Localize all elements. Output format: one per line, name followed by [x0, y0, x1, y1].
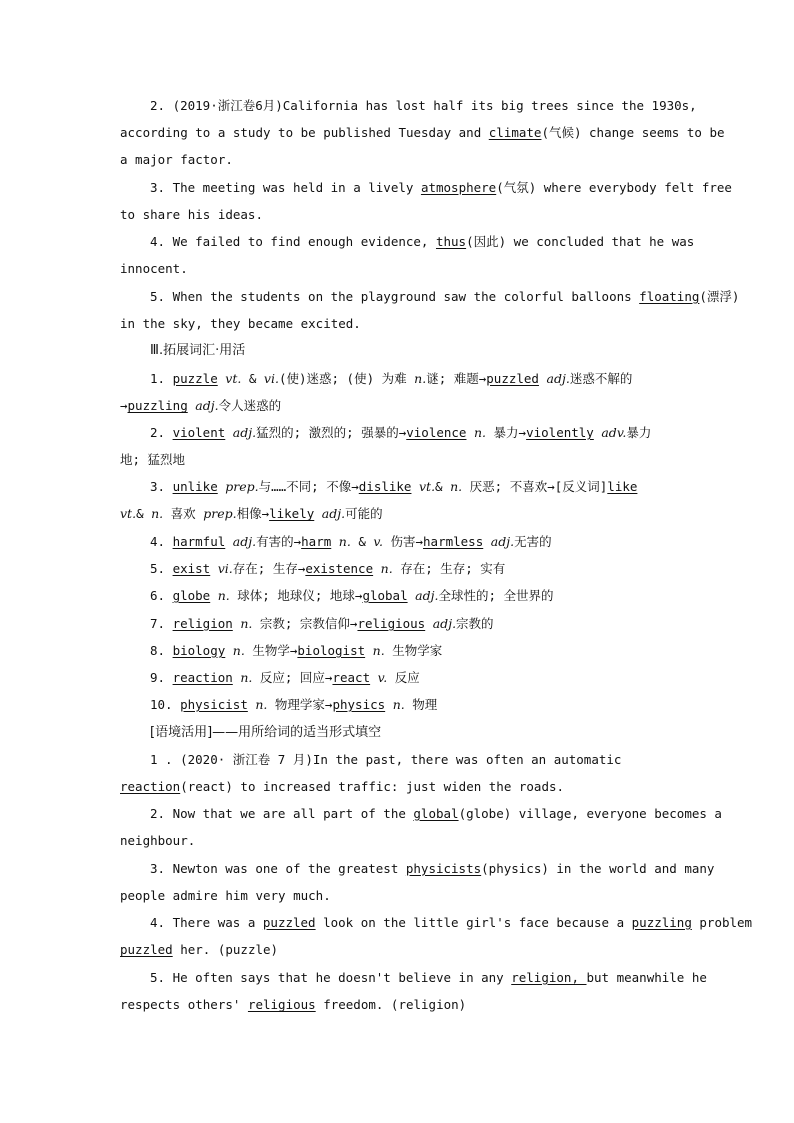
exercise-item: [120, 855, 715, 909]
part-of-speech: adj.: [195, 398, 219, 414]
exercise-item: [120, 691, 676, 718]
answer-word: religion,: [511, 970, 587, 985]
text-run: 物理学家→: [267, 697, 333, 712]
text-run: 10.: [150, 697, 181, 712]
text-run: [365, 643, 373, 658]
answer-word: atmosphere: [420, 180, 497, 195]
exercise-item: [120, 610, 676, 637]
text-line: [120, 174, 732, 201]
text-run: 3.: [150, 479, 173, 494]
text-run: respects others': [120, 997, 248, 1013]
part-of-speech: adj.: [415, 588, 439, 603]
exercise-item: [120, 473, 676, 527]
answer-word: religious: [247, 997, 316, 1013]
part-of-speech: adj.: [490, 534, 515, 549]
text-run: 1 . (2020· 浙江卷 7 月)In the past, there was often an automatic: [150, 752, 622, 767]
exercise-item: [120, 746, 676, 800]
text-line: [120, 92, 697, 119]
text-line: [120, 773, 676, 800]
answer-word: violent: [172, 425, 226, 440]
text-run: 物理: [404, 697, 438, 712]
answer-word: harmful: [172, 534, 226, 549]
part-of-speech: n.: [151, 506, 164, 522]
part-of-speech: prep.: [225, 479, 259, 494]
text-run: [210, 588, 218, 603]
text-run: her. (puzzle): [172, 942, 279, 958]
part-of-speech: vt.: [120, 506, 137, 522]
text-run: →: [120, 398, 128, 414]
part-of-speech: n.: [474, 425, 487, 440]
answer-word: harmless: [423, 534, 484, 549]
answer-word: puzzled: [120, 942, 173, 958]
text-run: &: [350, 534, 374, 549]
text-line: [120, 255, 676, 282]
text-run: 2. (2019·浙江卷6月)California has lost half its big trees since the 1930s,: [150, 98, 697, 113]
text-run: 伤害→: [382, 534, 424, 549]
text-run: 存在; 生存→: [232, 561, 306, 576]
text-run: neighbour.: [120, 833, 196, 849]
text-run: 有害的→: [256, 534, 302, 549]
text-run: 喜欢: [163, 506, 204, 522]
text-run: innocent.: [120, 261, 188, 277]
exercise-item: [120, 964, 707, 1018]
text-line: [120, 365, 676, 392]
part-of-speech: n.: [232, 643, 245, 658]
text-line: [120, 473, 676, 500]
answer-word: violence: [406, 425, 467, 440]
part-of-speech: v.: [377, 670, 388, 685]
answer-word: dislike: [358, 479, 412, 494]
text-run: [331, 534, 339, 549]
part-of-speech: v.: [373, 534, 383, 549]
answer-word: puzzled: [486, 371, 539, 386]
text-line: [120, 555, 676, 582]
text-run: [411, 479, 419, 494]
text-run: (气候) change seems to be: [541, 125, 725, 141]
text-line: [120, 909, 753, 936]
part-of-speech: n.: [450, 479, 463, 494]
part-of-speech: vi.: [217, 561, 233, 576]
part-of-speech: prep.: [203, 506, 237, 522]
text-run: according to a study to be published Tuesday and: [120, 125, 489, 141]
text-run: (physics) in the world and many: [481, 861, 715, 876]
answer-word: biology: [172, 643, 226, 658]
text-run: 生物学→: [244, 643, 298, 658]
text-line: [120, 119, 725, 146]
part-of-speech: adj.: [546, 371, 570, 386]
text-run: &: [136, 506, 152, 522]
answer-word: harm: [301, 534, 332, 549]
answer-word: religious: [357, 616, 426, 631]
text-line: [120, 500, 676, 527]
part-of-speech: adj.: [232, 425, 257, 440]
text-line: [120, 146, 676, 173]
text-run: but meanwhile he: [586, 970, 707, 985]
text-run: 4.: [150, 534, 173, 549]
part-of-speech: vi.: [263, 371, 279, 386]
part-of-speech: adv.: [601, 425, 627, 440]
answer-word: like: [607, 479, 638, 494]
text-line: [120, 936, 676, 963]
text-run: to share his ideas.: [120, 207, 263, 223]
text-run: [373, 561, 381, 576]
exercise-item: [120, 582, 676, 609]
answer-word: unlike: [172, 479, 218, 494]
answer-word: global: [413, 806, 459, 821]
exercise-item: [120, 664, 676, 691]
text-run: 4. We failed to find enough evidence,: [150, 234, 436, 249]
text-run: 地; 猛烈地: [120, 452, 186, 468]
context-heading: [语境活用]——用所给词的适当形式填空: [150, 725, 382, 740]
part-of-speech: n.: [217, 588, 230, 603]
text-run: (因此) we concluded that he was: [466, 234, 695, 249]
part-of-speech: vt.: [418, 479, 436, 494]
text-line: [120, 446, 676, 473]
text-run: [466, 425, 474, 440]
answer-word: puzzled: [262, 915, 316, 930]
text-run: &: [435, 479, 451, 494]
answer-word: thus: [435, 234, 467, 249]
exercise-item: [120, 637, 676, 664]
part-of-speech: n.: [392, 697, 405, 712]
text-line: [120, 882, 676, 909]
text-line: [120, 664, 676, 691]
exercise-item: [120, 419, 676, 473]
text-line: [120, 283, 740, 310]
answer-word: puzzling: [127, 398, 188, 414]
text-run: 暴力: [626, 425, 652, 440]
text-run: 2.: [150, 425, 173, 440]
text-run: in the sky, they became excited.: [120, 316, 361, 332]
exercise-item: [120, 283, 740, 337]
text-line: [120, 855, 715, 882]
text-run: 3. Newton was one of the greatest: [150, 861, 406, 876]
answer-word: likely: [269, 506, 315, 522]
text-run: 4. There was a: [150, 915, 263, 930]
text-run: &: [241, 371, 264, 386]
answer-word: physics: [332, 697, 386, 712]
text-run: 全球性的; 全世界的: [438, 588, 554, 603]
answer-word: physicist: [180, 697, 248, 712]
part-of-speech: n.: [240, 670, 253, 685]
text-line: [120, 610, 676, 637]
answer-word: reaction: [172, 670, 233, 685]
part-of-speech: n.: [255, 697, 268, 712]
text-run: (漂浮): [699, 289, 740, 304]
text-line: [120, 582, 676, 609]
exercise-item: [120, 528, 676, 555]
text-run: a major factor.: [120, 152, 233, 168]
answer-word: global: [362, 588, 408, 603]
text-line: [120, 228, 695, 255]
answer-word: globe: [172, 588, 211, 603]
text-run: (气氛) where everybody felt free: [496, 180, 732, 195]
section-heading: Ⅲ.拓展词汇·用活: [150, 343, 246, 358]
part-of-speech: n.: [240, 616, 253, 631]
text-run: [370, 670, 378, 685]
answer-word: react: [332, 670, 371, 685]
text-run: [225, 534, 233, 549]
text-run: 谜; 难题→: [426, 371, 487, 386]
part-of-speech: adj.: [321, 506, 346, 522]
text-run: 5. He often says that he doesn't believe in any: [150, 970, 512, 985]
text-run: 暴力→: [486, 425, 527, 440]
text-run: [483, 534, 491, 549]
text-run: 反应; 回应→: [252, 670, 333, 685]
text-run: 令人迷惑的: [218, 398, 282, 414]
exercise-item: [120, 228, 695, 282]
exercise-item: [120, 92, 725, 174]
part-of-speech: adj.: [232, 534, 257, 549]
text-run: [314, 506, 322, 521]
text-run: 无害的: [514, 534, 552, 549]
answer-word: biologist: [297, 643, 366, 658]
text-run: 反应: [387, 670, 420, 685]
text-run: 9.: [150, 670, 173, 685]
text-run: 猛烈的; 激烈的; 强暴的→: [256, 425, 407, 440]
answer-word: violently: [526, 425, 594, 440]
part-of-speech: n.: [338, 534, 351, 549]
text-run: 厌恶; 不喜欢→[反义词]: [462, 479, 608, 494]
text-run: people admire him very much.: [120, 888, 331, 904]
text-line: [120, 964, 707, 991]
text-line: [120, 419, 676, 446]
text-run: 迷惑不解的: [569, 371, 633, 386]
text-line: [120, 310, 676, 337]
text-run: 相像→: [236, 506, 270, 522]
text-run: (globe) village, everyone becomes a: [458, 806, 722, 821]
text-line: [120, 991, 676, 1018]
text-run: 球体; 地球仪; 地球→: [229, 588, 363, 603]
text-run: [225, 643, 233, 658]
text-line: [120, 637, 676, 664]
exercise-item: [120, 800, 722, 854]
answer-word: puzzling: [631, 915, 692, 930]
text-line: [120, 691, 676, 718]
text-run: 与……不同; 不像→: [258, 479, 359, 494]
part-of-speech: n.: [372, 643, 385, 658]
text-run: [385, 697, 393, 712]
text-line: [120, 201, 676, 228]
text-run: 宗教的: [456, 616, 494, 631]
text-run: 2. Now that we are all part of the: [150, 806, 414, 821]
text-run: [225, 425, 233, 440]
answer-word: floating: [639, 289, 700, 304]
text-run: 存在; 生存; 实有: [392, 561, 506, 576]
text-run: 8.: [150, 643, 173, 658]
answer-word: exist: [172, 561, 211, 576]
exercise-item: [120, 174, 732, 228]
answer-word: physicists: [405, 861, 482, 876]
exercise-item: [120, 555, 676, 582]
answer-word: puzzle: [172, 371, 218, 386]
answer-word: existence: [305, 561, 374, 576]
text-run: (使)迷惑; (使) 为难: [278, 371, 415, 386]
text-line: [120, 392, 676, 419]
part-of-speech: vt.: [225, 371, 242, 386]
text-run: 生物学家: [384, 643, 443, 658]
text-run: [210, 561, 218, 576]
text-line: [120, 746, 676, 773]
text-run: 6.: [150, 588, 173, 603]
text-run: 5.: [150, 561, 173, 576]
text-run: 5. When the students on the playground saw the colorful balloons: [150, 289, 640, 304]
text-run: [408, 588, 416, 603]
text-run: (react) to increased traffic: just widen the roads.: [180, 779, 565, 795]
text-run: [539, 371, 547, 386]
text-line: [120, 528, 676, 555]
answer-word: climate: [488, 125, 542, 141]
text-run: 3. The meeting was held in a lively: [150, 180, 421, 195]
answer-word: religion: [172, 616, 233, 631]
part-of-speech: n.: [380, 561, 393, 576]
part-of-speech: adj.: [432, 616, 457, 631]
text-line: [120, 827, 676, 854]
answer-word: reaction: [120, 779, 181, 795]
text-run: 7.: [150, 616, 173, 631]
part-of-speech: n.: [414, 371, 427, 386]
exercise-item: [120, 909, 753, 963]
text-run: 可能的: [345, 506, 383, 522]
exercise-item: [120, 365, 676, 419]
text-line: [120, 800, 722, 827]
text-run: 1.: [150, 371, 173, 386]
text-run: 宗教; 宗教信仰→: [252, 616, 358, 631]
text-run: [425, 616, 433, 631]
text-run: look on the little girl's face because a: [315, 915, 632, 930]
text-run: freedom. (religion): [315, 997, 467, 1013]
text-run: problem: [691, 915, 753, 930]
